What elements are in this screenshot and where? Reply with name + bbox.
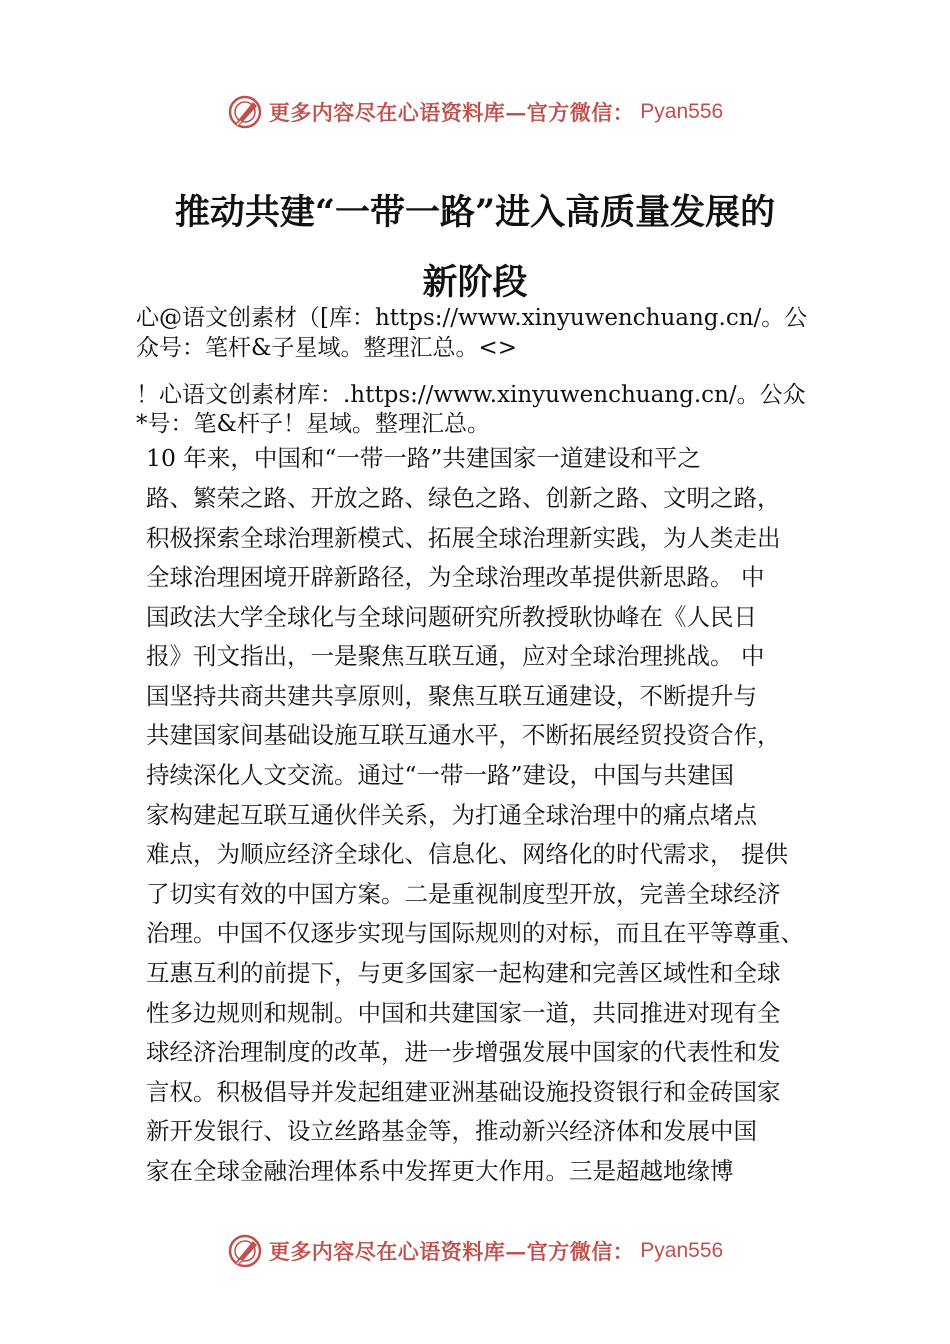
- body-line: 10 年来，中国和“一带一路”共建国家一道建设和平之: [146, 444, 701, 472]
- body-line: 持续深化人文交流。通过“一带一路”建设，中国与共建国: [146, 761, 735, 789]
- body-line: 家构建起互联互通伙伴关系，为打通全球治理中的痛点堵点: [146, 801, 757, 829]
- body-line: 互惠互利的前提下，与更多国家一起构建和完善区域性和全球: [146, 959, 781, 987]
- header-banner: [0, 94, 950, 130]
- wechat-account: Pyan556: [640, 100, 724, 123]
- pen-nib-logo-icon: [227, 94, 263, 130]
- banner-text: 更多内容尽在心语资料库—官方微信：: [268, 100, 635, 125]
- pen-nib-logo-icon: [227, 1233, 263, 1269]
- body-line: 性多边规则和规制。中国和共建国家一道，共同推进对现有全: [146, 999, 781, 1027]
- body-line: 难点，为顺应经济全球化、信息化、网络化的时代需求， 提供: [146, 840, 788, 868]
- body-line: 治理。中国不仅逐步实现与国际规则的对标，而且在平等尊重、: [146, 919, 804, 947]
- body-line: 积极探索全球治理新模式、拓展全球治理新实践，为人类走出: [146, 524, 781, 552]
- body-line: 球经济治理制度的改革，进一步增强发展中国家的代表性和发: [146, 1038, 781, 1066]
- source-note: 心@语文创素材（[库：https://www.xinyuwenchuang.cn/。公: [136, 305, 808, 331]
- body-line: 国坚持共商共建共享原则，聚焦互联互通建设，不断提升与: [146, 682, 757, 710]
- body-line: 家在全球金融治理体系中发挥更大作用。三是超越地缘博: [146, 1157, 734, 1185]
- body-line: 全球治理困境开辟新路径，为全球治理改革提供新思路。 中: [146, 563, 765, 591]
- body-line: 报》刊文指出，一是聚焦互联互通，应对全球治理挑战。 中: [146, 642, 765, 670]
- document-title-line-2: 新阶段: [422, 262, 528, 303]
- wechat-account: Pyan556: [640, 1239, 724, 1262]
- banner-text: 更多内容尽在心语资料库—官方微信：: [268, 1239, 635, 1264]
- document-title-line-1: 推动共建“一带一路”进入高质量发展的: [174, 192, 776, 233]
- body-line: 共建国家间基础设施互联互通水平，不断拓展经贸投资合作，: [146, 721, 781, 749]
- body-line: 路、繁荣之路、开放之路、绿色之路、创新之路、文明之路，: [146, 484, 781, 512]
- body-line: 新开发银行、设立丝路基金等，推动新兴经济体和发展中国: [146, 1117, 757, 1145]
- source-note: *号：笔&杆子！星域。整理汇总。: [136, 411, 490, 437]
- body-line: 言权。积极倡导并发起组建亚洲基础设施投资银行和金砖国家: [146, 1078, 781, 1106]
- footer-banner: [0, 1233, 950, 1269]
- source-note: ！心语文创素材库：.https://www.xinyuwenchuang.cn/。公众: [136, 382, 806, 408]
- source-note: 众号：笔杆&子星域。整理汇总。<>: [136, 335, 518, 361]
- body-line: 了切实有效的中国方案。二是重视制度型开放，完善全球经济: [146, 880, 781, 908]
- body-line: 国政法大学全球化与全球问题研究所教授耿协峰在《人民日: [146, 603, 757, 631]
